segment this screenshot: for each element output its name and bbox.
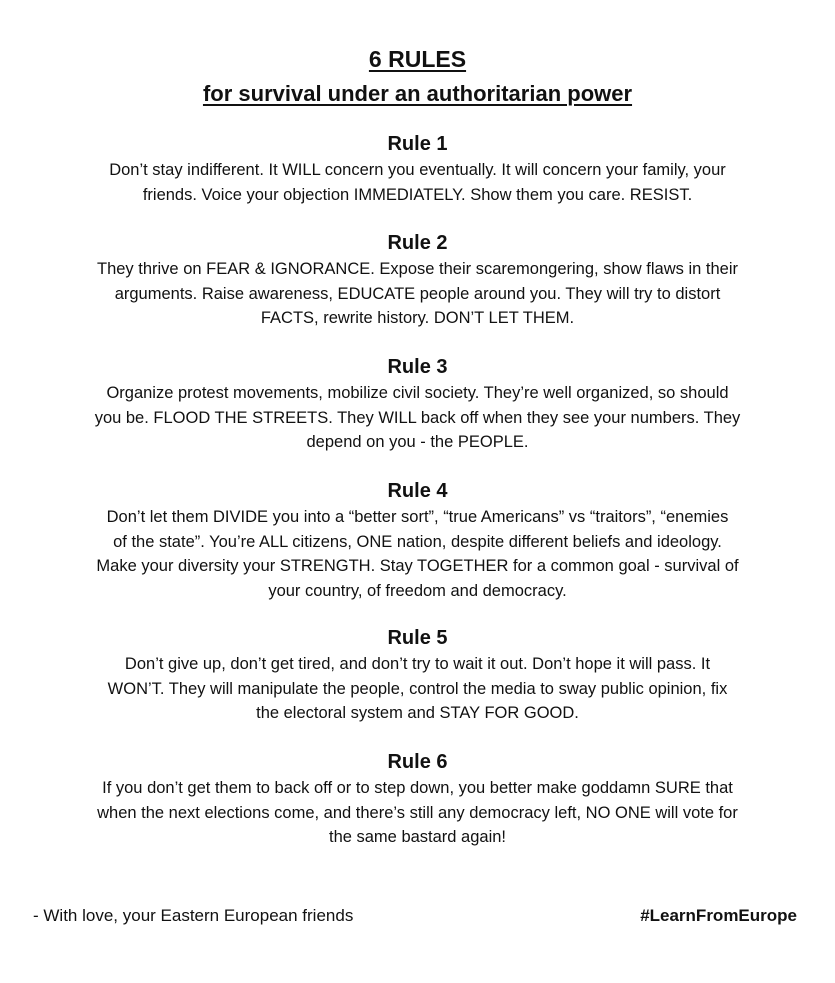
rule-5-heading: Rule 5 xyxy=(387,627,448,649)
rule-4-line-1: Don’t let them DIVIDE you into a “better sort”, “true Americans” vs “traitors”, “enemies xyxy=(106,508,729,526)
rule-1-line-2: friends. Voice your objection IMMEDIATELY. Show them you care. RESIST. xyxy=(142,185,693,204)
rule-5-line-1: Don’t give up, don’t get tired, and don’t try to wait it out. Don’t hope it will pass. It xyxy=(124,655,711,673)
rule-2-line-1: They thrive on FEAR & IGNORANCE. Expose their scaremongering, show flaws in their xyxy=(97,260,738,278)
rule-2-line-3: FACTS, rewrite history. DON’T LET THEM. xyxy=(260,309,575,327)
rule-3-line-2: you be. FLOOD THE STREETS. They WILL back off when they see your numbers. They xyxy=(94,408,741,427)
rule-4-line-4: your country, of freedom and democracy. xyxy=(268,581,567,600)
rule-4-body xyxy=(30,505,805,603)
rule-4-line-3: Make your diversity your STRENGTH. Stay TOGETHER for a common goal - survival of xyxy=(96,557,739,575)
rule-2-body xyxy=(30,257,805,331)
rule-5-line-2: WON’T. They will manipulate the people, control the media to sway public opinion, fix xyxy=(107,679,728,698)
rule-6-line-2: when the next elections come, and there’s still any democracy left, NO ONE will vote for xyxy=(97,803,738,822)
rule-3-line-1: Organize protest movements, mobilize civil society. They’re well organized, so should xyxy=(106,384,729,402)
document-subtitle: for survival under an authoritarian power xyxy=(202,81,633,106)
rule-4-heading: Rule 4 xyxy=(387,480,448,502)
rule-6-line-3: the same bastard again! xyxy=(328,828,507,846)
footer-hashtag: #LearnFromEurope xyxy=(640,906,797,925)
rule-6-line-1: If you don’t get them to back off or to step down, you better make goddamn SURE that xyxy=(102,779,733,797)
rule-4-line-2: of the state”. You’re ALL citizens, ONE nation, despite different beliefs and ideology. xyxy=(113,532,722,551)
document-title: 6 RULES xyxy=(368,46,467,72)
rule-1-line-1: Don’t stay indifferent. It WILL concern you eventually. It will concern your family, your xyxy=(109,161,726,179)
rule-3-heading: Rule 3 xyxy=(387,356,448,378)
rule-6-body xyxy=(30,776,805,850)
rule-1-body xyxy=(30,158,805,207)
rule-5-body xyxy=(30,652,805,726)
rule-2-line-2: arguments. Raise awareness, EDUCATE people around you. They will try to distort xyxy=(114,284,721,303)
rule-2-heading: Rule 2 xyxy=(387,232,448,254)
rule-3-line-3: depend on you - the PEOPLE. xyxy=(306,433,529,451)
rule-5-line-3: the electoral system and STAY FOR GOOD. xyxy=(256,704,579,722)
rule-6-heading: Rule 6 xyxy=(387,751,448,773)
footer-signature: - With love, your Eastern European friends xyxy=(33,906,354,925)
rule-3-body xyxy=(30,381,805,455)
rule-1-heading: Rule 1 xyxy=(387,133,448,155)
